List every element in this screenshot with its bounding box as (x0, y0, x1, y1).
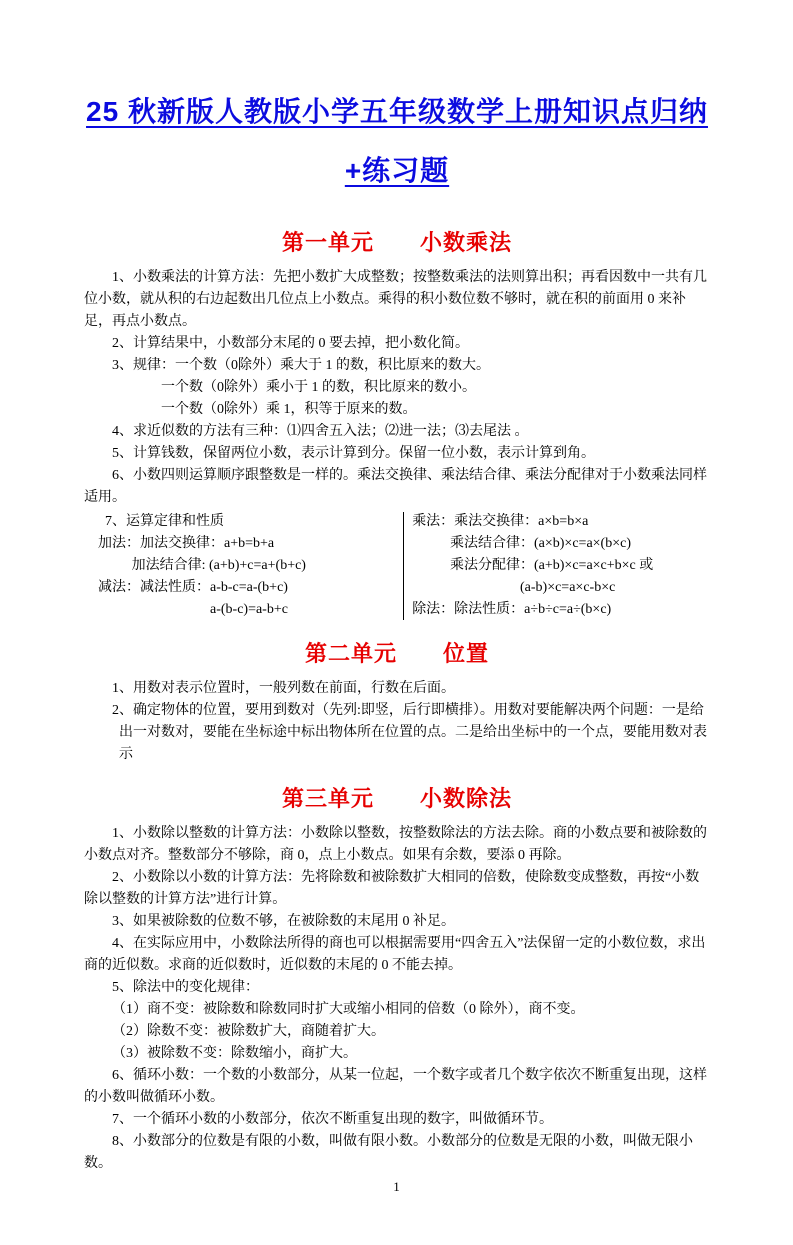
laws-right-line-2: 乘法结合律：(a×b)×c=a×(b×c) (450, 536, 631, 552)
paragraph-unit1-1: 1、小数乘法的计算方法：先把小数扩大成整数；按整数乘法的法则算出积；再看因数中一共有几位小数，就从积的右边起数出几位点上小数点。乘得的积小数位数不够时，就在积的前面用 0 来补足，再点小数点。 (84, 270, 707, 330)
laws-column-divider (403, 512, 404, 620)
page-number: 1 (393, 1179, 400, 1195)
section-heading-unit2: 第二单元 位置 (304, 641, 489, 667)
laws-column-right (408, 511, 710, 621)
section-unit1 (84, 226, 710, 621)
laws-left-line-3: 加法结合律: (a+b)+c=a+(b+c) (131, 558, 306, 574)
section-unit3 (84, 782, 710, 1175)
paragraph-unit3-6: 6、循环小数：一个数的小数部分，从某一位起，一个数字或者几个数字依次不断重复出现，这样的小数叫做循环小数。 (84, 1068, 707, 1106)
paragraph-unit3-1: 1、小数除以整数的计算方法：小数除以整数，按整数除法的方法去除。商的小数点要和被除数的小数点对齐。整数部分不够除，商 0，点上小数点。如果有余数，要添 0 再除。 (84, 826, 707, 864)
paragraph-unit3-5-sub2: （2）除数不变：被除数扩大，商随着扩大。 (112, 1024, 385, 1040)
paragraph-unit3-4: 4、在实际应用中，小数除法所得的商也可以根据需要用“四舍五入”法保留一定的小数位数，求出商的近似数。求商的近似数时，近似数的末尾的 0 不能去掉。 (84, 936, 706, 974)
paragraph-unit1-3-sub2: 一个数（0除外）乘 1，积等于原来的数。 (161, 402, 417, 418)
section-unit2 (84, 637, 710, 766)
laws-column-left (84, 511, 403, 621)
laws-right-line-5: 除法：除法性质：a÷b÷c=a÷(b×c) (412, 602, 612, 618)
paragraph-unit1-3: 3、规律：一个数（0除外）乘大于 1 的数，积比原来的数大。 (112, 358, 490, 374)
laws-right-line-1: 乘法：乘法交换律：a×b=b×a (412, 514, 589, 530)
document-title-line-1: 25 秋新版人教版小学五年级数学上册知识点归纳 (86, 96, 708, 127)
laws-left-line-2: 加法：加法交换律：a+b=b+a (98, 536, 275, 552)
laws-left-line-1: 7、运算定律和性质 (105, 514, 224, 530)
document-title-line-2: +练习题 (344, 155, 450, 187)
paragraph-unit3-3: 3、如果被除数的位数不够，在被除数的末尾用 0 补足。 (112, 914, 455, 930)
section-heading-unit1: 第一单元 小数乘法 (281, 230, 512, 256)
paragraph-unit3-5-sub3: （3）被除数不变：除数缩小，商扩大。 (112, 1046, 357, 1062)
paragraph-unit1-6: 6、小数四则运算顺序跟整数是一样的。乘法交换律、乘法结合律、乘法分配律对于小数乘法同样适用。 (84, 468, 707, 506)
laws-right-line-3: 乘法分配律：(a+b)×c=a×c+b×c 或 (450, 558, 654, 574)
laws-left-line-4: 减法：减法性质：a-b-c=a-(b+c) (98, 580, 288, 596)
paragraph-unit3-7: 7、一个循环小数的小数部分，依次不断重复出现的数字，叫做循环节。 (112, 1112, 553, 1128)
paragraph-unit3-5-sub1: （1）商不变：被除数和除数同时扩大或缩小相同的倍数（0 除外），商不变。 (112, 1002, 585, 1018)
paragraph-unit1-4: 4、求近似数的方法有三种：⑴四舍五入法；⑵进一法；⑶去尾法 。 (112, 424, 529, 440)
paragraph-unit1-5: 5、计算钱数，保留两位小数，表示计算到分。保留一位小数，表示计算到角。 (112, 446, 595, 462)
document-title (84, 92, 710, 190)
paragraph-unit1-3-sub1: 一个数（0除外）乘小于 1 的数，积比原来的数小。 (161, 380, 476, 396)
paragraph-unit2-1: 1、用数对表示位置时，一般列数在前面，行数在后面。 (112, 681, 455, 697)
paragraph-unit1-2: 2、计算结果中，小数部分末尾的 0 要去掉，把小数化简。 (112, 336, 469, 352)
laws-left-line-5: a-(b-c)=a-b+c (210, 602, 288, 618)
laws-right-line-4: (a-b)×c=a×c-b×c (520, 580, 616, 596)
paragraph-unit2-2: 2、确定物体的位置，要用到数对（先列:即竖，后行即横排）。用数对要能解决两个问题：一是给出一对数对，要能在坐标途中标出物体所在位置的点。二是给出坐标中的一个点，要能用数对表示 (112, 703, 707, 763)
section-heading-unit3: 第三单元 小数除法 (281, 786, 512, 812)
paragraph-unit3-2: 2、小数除以小数的计算方法：先将除数和被除数扩大相同的倍数，使除数变成整数，再按“小数除以整数的计算方法”进行计算。 (84, 870, 700, 908)
operation-laws-table (84, 511, 710, 621)
paragraph-unit3-8: 8、小数部分的位数是有限的小数，叫做有限小数。小数部分的位数是无限的小数，叫做无限小数。 (84, 1134, 693, 1172)
paragraph-unit3-5: 5、除法中的变化规律： (112, 980, 259, 996)
